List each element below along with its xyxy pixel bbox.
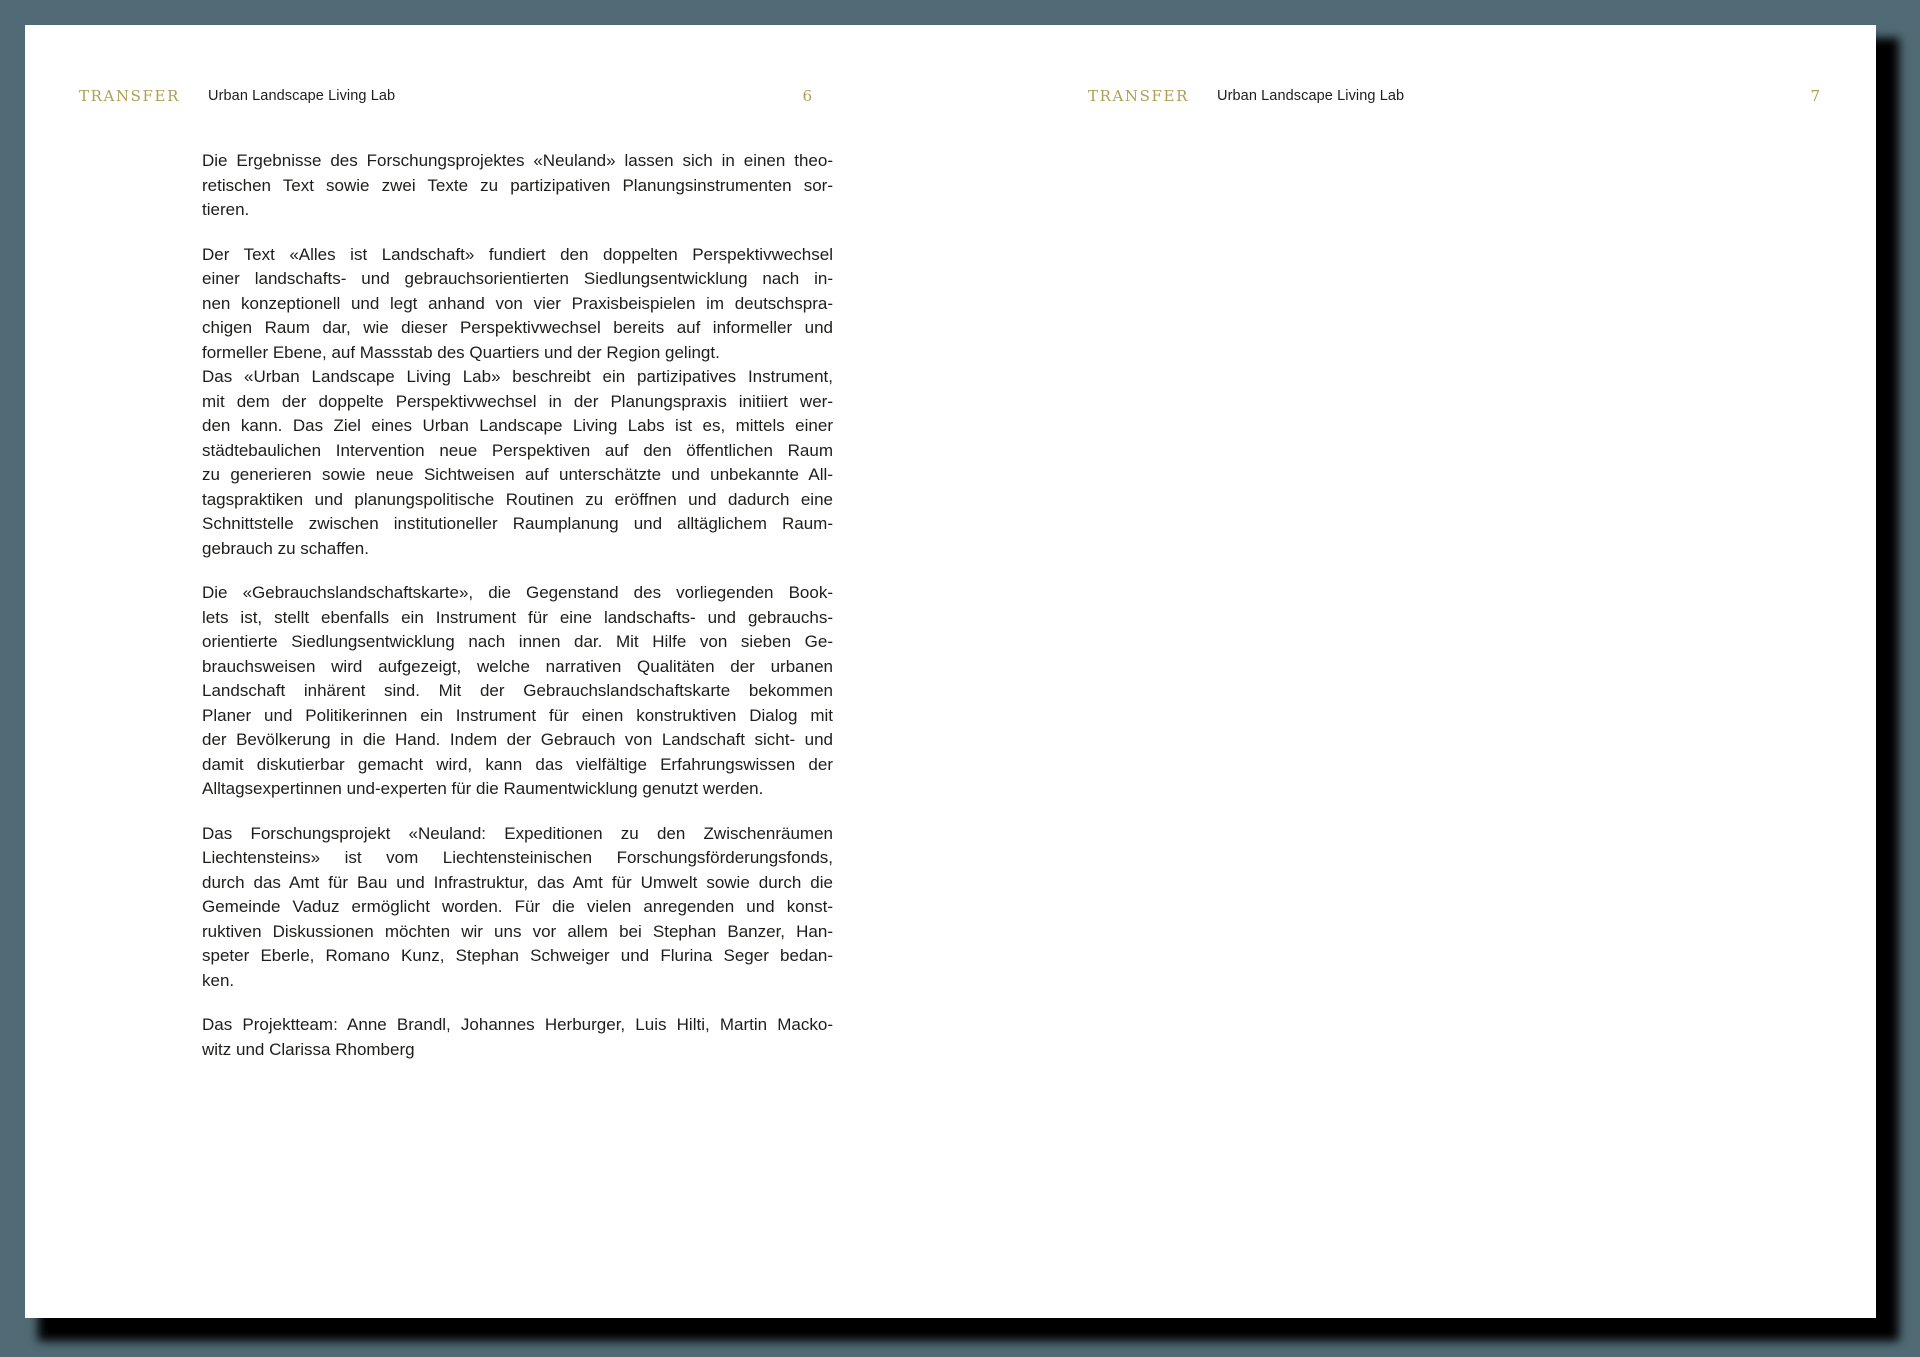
text-line: Die «Gebrauchslandschaftskarte», die Gegenstand des vorliegenden Book- [202,583,833,602]
paragraph [202,1013,833,1062]
text-line: Alltagsexpertinnen und-experten für die Raumentwicklung genutzt werden. [202,779,764,798]
text-line: Das «Urban Landscape Living Lab» beschreibt ein partizipatives Instrument, [202,367,833,386]
text-line: brauchsweisen wird aufgezeigt, welche narrativen Qualitäten der urbanen [202,656,833,676]
text-line: witz und Clarissa Rhomberg [202,1039,415,1059]
page-sheet [25,25,1876,1318]
text-line: speter Eberle, Romano Kunz, Stephan Schweiger und Flurina Seger bedan- [202,946,833,965]
text-line: lets ist, stellt ebenfalls ein Instrument für eine landschafts- und gebrauchs- [202,607,833,627]
paragraph [202,243,833,366]
text-line: formeller Ebene, auf Massstab des Quartiers und der Region gelingt. [202,342,720,362]
text-line: durch das Amt für Bau und Infrastruktur, das Amt für Umwelt sowie durch die [202,872,833,892]
text-line: mit dem der doppelte Perspektivwechsel in der Planungspraxis initiiert wer- [202,391,833,411]
text-line: tieren. [202,200,250,219]
page-number-left: 6 [802,87,812,105]
paragraph [202,822,833,994]
running-header-label-left: TRANSFER [79,87,180,105]
text-line: Schnittstelle zwischen institutioneller Raumplanung und alltäglichem Raum- [202,514,833,533]
text-line: städtebaulichen Intervention neue Perspektiven auf den öffentlichen Raum [202,440,833,460]
paragraph [202,149,833,223]
text-line: der Bevölkerung in die Hand. Indem der Gebrauch von Landschaft sicht- und [202,730,833,749]
text-line: retischen Text sowie zwei Texte zu partizipativen Planungsinstrumenten sor- [202,175,833,195]
text-line: Planer und Politikerinnen ein Instrument für einen konstruktiven Dialog mit [202,705,833,725]
running-header-title-right: Urban Landscape Living Lab [1217,88,1405,104]
text-line: Das Projektteam: Anne Brandl, Johannes Herburger, Luis Hilti, Martin Macko- [202,1015,833,1034]
body-text [202,149,833,1062]
text-line: ken. [202,970,235,990]
text-line: gebrauch zu schaffen. [202,538,369,558]
text-line: nen konzeptionell und legt anhand von vier Praxisbeispielen im deutschspra- [202,293,833,313]
text-line: Die Ergebnisse des Forschungsprojektes «Neuland» lassen sich in einen theo- [202,151,833,170]
text-line: damit diskutierbar gemacht wird, kann das vielfältige Erfahrungswissen der [202,754,833,774]
text-line: Liechtensteins» ist vom Liechtensteinischen Forschungsförderungsfonds, [202,848,833,867]
running-header-label-right: TRANSFER [1088,87,1189,105]
text-line: Gemeinde Vaduz ermöglicht worden. Für die vielen anregenden und konst- [202,897,833,916]
text-line: orientierte Siedlungsentwicklung nach innen dar. Mit Hilfe von sieben Ge- [202,632,833,651]
text-line: den kann. Das Ziel eines Urban Landscape Living Labs ist es, mittels einer [202,416,833,435]
text-line: Landschaft inhärent sind. Mit der Gebrauchslandschaftskarte bekommen [202,681,833,700]
paragraph [202,365,833,561]
text-line: tagspraktiken und planungspolitische Routinen zu eröffnen und dadurch eine [202,489,833,509]
text-line: Das Forschungsprojekt «Neuland: Expeditionen zu den Zwischenräumen [202,823,833,843]
running-header-title-left: Urban Landscape Living Lab [208,88,396,104]
text-line: Der Text «Alles ist Landschaft» fundiert den doppelten Perspektivwechsel [202,244,833,264]
text-line: einer landschafts- und gebrauchsorientierten Siedlungsentwicklung nach in- [202,269,833,288]
text-line: chigen Raum dar, wie dieser Perspektivwechsel bereits auf informeller und [202,318,833,337]
paragraph [202,581,833,802]
text-line: zu generieren sowie neue Sichtweisen auf unterschätzte und unbekannte All- [202,465,833,484]
page-number-right: 7 [1810,87,1820,105]
text-line: ruktiven Diskussionen möchten wir uns vor allem bei Stephan Banzer, Han- [202,921,833,941]
